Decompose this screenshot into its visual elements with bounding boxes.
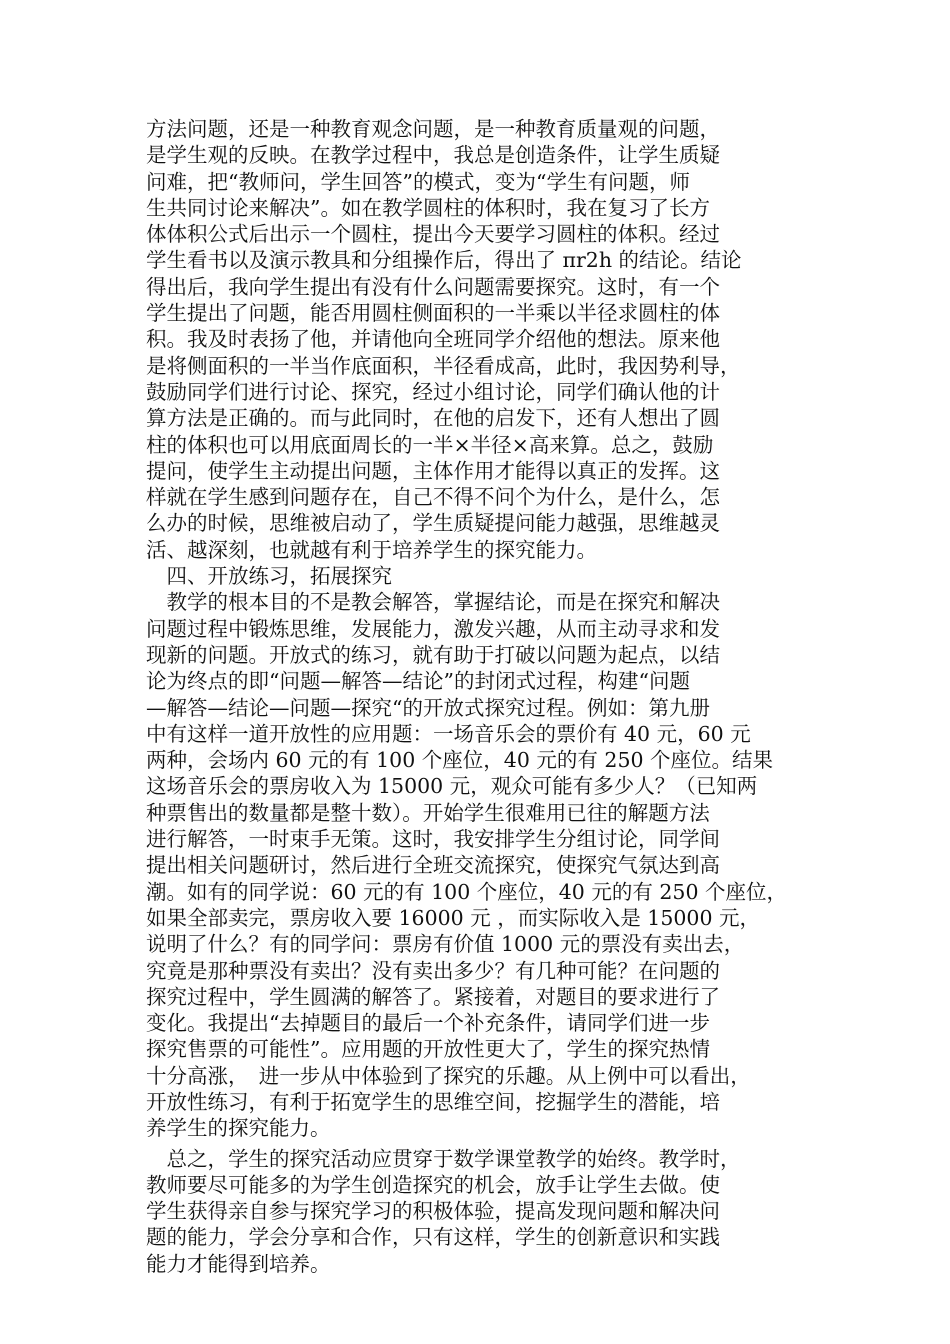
text-line: 十分高涨， 进一步从中体验到了探究的乐趣。从上例中可以看出， — [146, 1063, 751, 1088]
text-line: 么办的时候，思维被启动了，学生质疑提问能力越强，思维越灵 — [146, 511, 720, 536]
text-line: 样就在学生感到问题存在，自己不得不问个为什么，是什么，怎 — [146, 485, 720, 510]
text-line: 现新的问题。开放式的练习，就有助于打破以问题为起点，以结 — [146, 642, 720, 667]
text-line: 这场音乐会的票房收入为 15000 元，观众可能有多少人？（已知两 — [146, 774, 758, 799]
text-line: 开放性练习，有利于拓宽学生的思维空间，挖掘学生的潜能，培 — [146, 1089, 720, 1114]
text-line: 得出后，我向学生提出有没有什么问题需要探究。这时，有一个 — [146, 274, 720, 299]
text-line: 是将侧面积的一半当作底面积，半径看成高，此时，我因势利导， — [146, 353, 741, 378]
text-line: 教师要尽可能多的为学生创造探究的机会，放手让学生去做。使 — [146, 1172, 720, 1197]
text-line: 提问，使学生主动提出问题，主体作用才能得以真正的发挥。这 — [146, 458, 720, 483]
text-line: 活、越深刻，也就越有利于培养学生的探究能力。 — [146, 537, 597, 562]
text-line: 生共同讨论来解决”。如在教学圆柱的体积时，我在复习了长方 — [146, 195, 710, 220]
text-line: 中有这样一道开放性的应用题：一场音乐会的票价有 40 元，60 元 — [146, 721, 751, 746]
text-line: 究竟是那种票没有卖出？没有卖出多少？有几种可能？在问题的 — [146, 958, 720, 983]
text-line: 论为终点的即“问题—解答—结论”的封闭式过程，构建“问题 — [146, 669, 690, 694]
text-line: 养学生的探究能力。 — [146, 1116, 331, 1141]
text-line: 变化。我提出“去掉题目的最后一个补充条件，请同学们进一步 — [146, 1011, 710, 1036]
text-line: 潮。如有的同学说：60 元的有 100 个座位，40 元的有 250 个座位， — [146, 879, 788, 904]
text-line: 探究过程中，学生圆满的解答了。紧接着，对题目的要求进行了 — [146, 984, 720, 1009]
text-line: 问难，把“教师问，学生回答”的模式，变为“学生有问题，师 — [146, 169, 690, 194]
text-line: 说明了什么？有的同学问：票房有价值 1000 元的票没有卖出去， — [146, 932, 745, 957]
text-line: 能力才能得到培养。 — [146, 1251, 331, 1276]
text-line: 积。我及时表扬了他，并请他向全班同学介绍他的想法。原来他 — [146, 327, 720, 352]
text-line: 学生提出了问题，能否用圆柱侧面积的一半乘以半径求圆柱的体 — [146, 301, 720, 326]
text-line: 算方法是正确的。而与此同时，在他的启发下，还有人想出了圆 — [146, 406, 720, 431]
text-line: 是学生观的反映。在教学过程中，我总是创造条件，让学生质疑 — [146, 143, 720, 168]
document-body — [146, 116, 811, 1277]
text-line: 体体积公式后出示一个圆柱，提出今天要学习圆柱的体积。经过 — [146, 222, 720, 247]
text-line: 柱的体积也可以用底面周长的一半×半径×高来算。总之，鼓励 — [146, 432, 714, 457]
text-line: 提出相关问题研讨，然后进行全班交流探究，使探究气氛达到高 — [146, 853, 720, 878]
text-line: 教学的根本目的不是教会解答，掌握结论，而是在探究和解决 — [146, 590, 720, 615]
text-line: 如果全部卖完，票房收入要 16000 元 ，而实际收入是 15000 元， — [146, 905, 761, 930]
text-line: 学生获得亲自参与探究学习的积极体验，提高发现问题和解决问 — [146, 1199, 720, 1224]
text-line: 进行解答，一时束手无策。这时，我安排学生分组讨论，同学间 — [146, 827, 720, 852]
text-line: 种票售出的数量都是整十数）。开始学生很难用已往的解题方法 — [146, 800, 710, 825]
text-line: 方法问题，还是一种教育观念问题，是一种教育质量观的问题， — [146, 117, 720, 141]
text-line: 两种，会场内 60 元的有 100 个座位，40 元的有 250 个座位。结果 — [146, 748, 774, 773]
text-line: 问题过程中锻炼思维，发展能力，激发兴趣，从而主动寻求和发 — [146, 616, 720, 641]
text-line: 鼓励同学们进行讨论、探究，经过小组讨论，同学们确认他的计 — [146, 379, 720, 404]
text-line: 题的能力，学会分享和合作，只有这样，学生的创新意识和实践 — [146, 1225, 720, 1250]
section-heading: 四、开放练习，拓展探究 — [146, 564, 392, 589]
text-line: —解答—结论—问题—探究“的开放式探究过程。例如：第九册 — [146, 695, 710, 720]
text-line: 学生看书以及演示教具和分组操作后，得出了 πr2h 的结论。结论 — [146, 248, 742, 273]
text-line: 探究售票的可能性”。应用题的开放性更大了，学生的探究热情 — [146, 1037, 710, 1062]
text-line: 总之，学生的探究活动应贯穿于数学课堂教学的始终。教学时， — [146, 1146, 741, 1171]
